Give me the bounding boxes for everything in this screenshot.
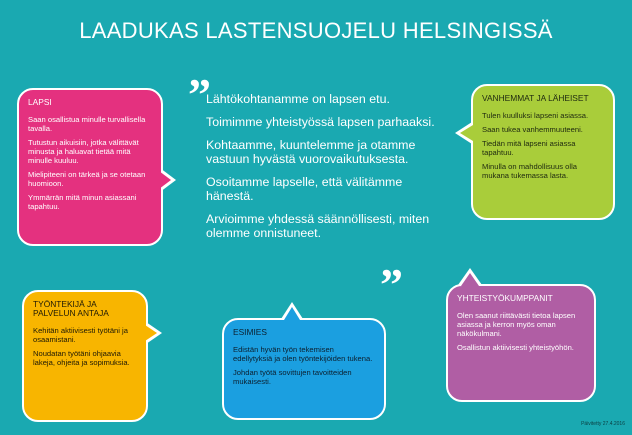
tyontekija-heading: TYÖNTEKIJÄ JA PALVELUN ANTAJA <box>33 299 109 318</box>
lapsi-item: Mielipiteeni on tärkeä ja se otetaan huomioon. <box>28 170 146 188</box>
page-title: LAADUKAS LASTENSUOJELU HELSINGISSÄ <box>79 18 553 43</box>
tyontekija-item: Kehitän aktiivisesti työtäni ja osaamistani. <box>33 326 128 344</box>
vanhemmat-bubble <box>471 84 615 220</box>
open-quote-mark: ” <box>188 69 211 120</box>
close-quote-mark: ” <box>380 259 403 310</box>
statement-line: Arvioimme yhdessä säännöllisesti, miten olemme onnistuneet. <box>206 212 430 240</box>
statement-line: Lähtökohtanamme on lapsen etu. <box>206 92 390 106</box>
lapsi-item: Ymmärrän mitä minun asiassani tapahtuu. <box>28 193 137 211</box>
updated-date: Päivitetty 27.4.2016 <box>581 421 625 427</box>
vanhemmat-heading: VANHEMMAT JA LÄHEISET <box>482 93 589 103</box>
tyontekija-item: Noudatan työtäni ohjaavia lakeja, ohjeita ja sopimuksia. <box>33 349 130 367</box>
yhteistyo-bubble <box>446 284 596 402</box>
statement-line: Toimimme yhteistyössä lapsen parhaaksi. <box>206 115 435 129</box>
lapsi-bubble <box>17 88 163 246</box>
tyontekija-pointer-fill <box>145 325 157 341</box>
vanhemmat-item: Minulla on mahdollisuus olla mukana tukemassa lasta. <box>482 162 577 180</box>
vanhemmat-item: Tulen kuulluksi lapseni asiassa. <box>482 111 589 120</box>
values-statement <box>206 92 436 249</box>
lapsi-heading: LAPSI <box>28 97 52 107</box>
lapsi-pointer-fill <box>159 171 171 189</box>
statement-line: Kohtaamme, kuuntelemme ja otamme vastuun hyvästä vuorovaikutuksesta. <box>206 138 416 166</box>
esimies-heading: ESIMIES <box>233 327 267 337</box>
yhteistyo-heading: YHTEISTYÖKUMPPANIT <box>457 293 553 303</box>
tyontekija-bubble <box>22 290 148 422</box>
esimies-bubble <box>222 318 386 420</box>
vanhemmat-item: Tiedän mitä lapseni asiassa tapahtuu. <box>482 139 576 157</box>
esimies-item: Johdan työtä sovittujen tavoitteiden mukaisesti. <box>233 368 352 386</box>
yhteistyo-item: Olen saanut riittävästi tietoa lapsen asiassa ja kerron myös oman näkökulmani. <box>457 311 576 338</box>
lapsi-item: Saan osallistua minulle turvallisella tavalla. <box>28 115 146 133</box>
esimies-pointer-fill <box>284 307 300 320</box>
vanhemmat-pointer-fill <box>460 125 473 141</box>
esimies-item: Edistän hyvän työn tekemisen edellytyksiä ja olen työntekijöiden tukena. <box>233 345 373 363</box>
yhteistyo-pointer-fill <box>461 273 479 286</box>
statement-line: Osoitamme lapselle, että välitämme hänestä. <box>206 175 403 203</box>
lapsi-item: Tutustun aikuisiin, jotka välittävät minusta ja haluavat tietää mitä minulle kuuluu. <box>28 138 139 165</box>
vanhemmat-item: Saan tukea vanhemmuuteeni. <box>482 125 583 134</box>
yhteistyo-item: Osallistun aktiivisesti yhteistyöhön. <box>457 343 574 352</box>
